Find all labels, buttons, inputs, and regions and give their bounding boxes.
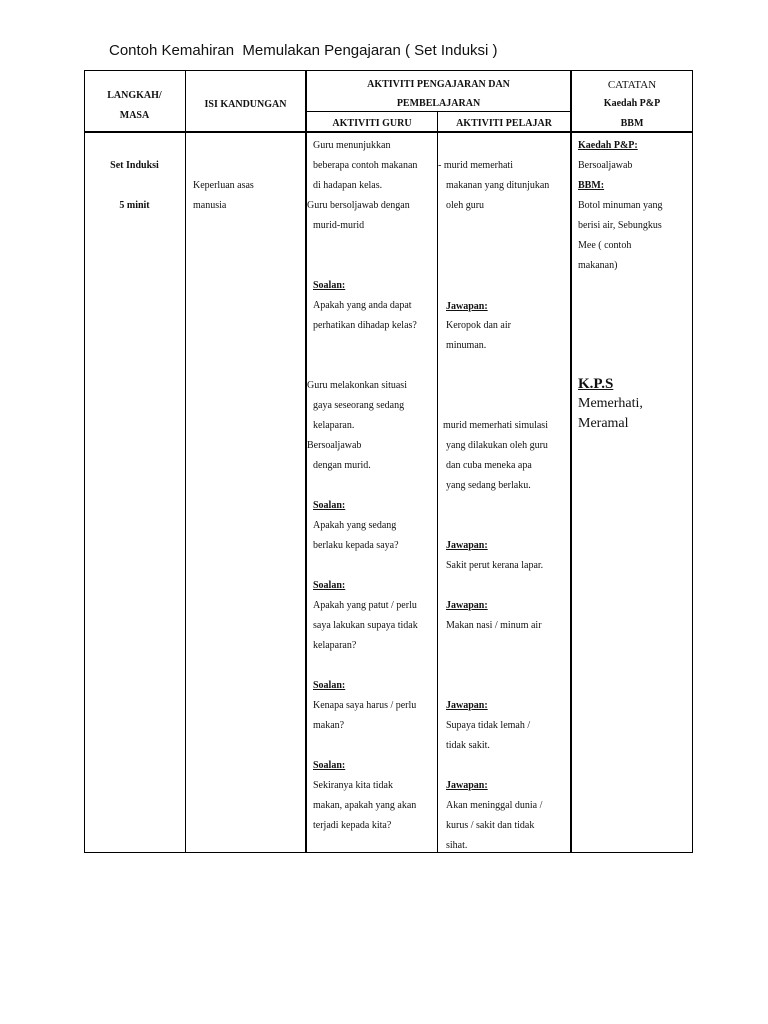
guru-line: Kenapa saya harus / perlu xyxy=(313,700,417,711)
guru-line: beberapa contoh makanan xyxy=(313,160,418,171)
pelajar-jawapan-label: Jawapan: xyxy=(446,600,488,611)
pelajar-line: makanan yang ditunjukan xyxy=(446,180,550,191)
header-divider xyxy=(84,131,693,133)
subheader-divider xyxy=(305,111,571,112)
langkah-time: 5 minit xyxy=(119,200,150,211)
langkah-name: Set Induksi xyxy=(110,160,159,171)
header-kaedah: Kaedah P&P xyxy=(603,98,661,109)
guru-line: murid-murid xyxy=(313,220,365,231)
pelajar-line: kurus / sakit dan tidak xyxy=(446,820,535,831)
catatan-bbm-label: BBM: xyxy=(578,180,605,191)
guru-line: Guru bersoljawab dengan xyxy=(307,200,410,211)
guru-line: Apakah yang sedang xyxy=(313,520,397,531)
pelajar-line: minuman. xyxy=(446,340,487,351)
col-divider-4 xyxy=(570,70,572,853)
guru-line: Apakah yang anda dapat xyxy=(313,300,412,311)
kps-item: Memerhati, xyxy=(578,396,643,411)
guru-line: kelaparan? xyxy=(313,640,357,651)
table-border-top xyxy=(84,70,693,71)
catatan-kaedah-label: Kaedah P&P: xyxy=(578,140,638,151)
header-langkah: LANGKAH/ xyxy=(107,90,162,101)
lesson-table xyxy=(84,70,693,853)
pelajar-line: dan cuba meneka apa xyxy=(446,460,532,471)
guru-line: gaya seseorang sedang xyxy=(313,400,405,411)
guru-soalan-label: Soalan: xyxy=(313,500,346,511)
header-aktiviti-pelajar: AKTIVITI PELAJAR xyxy=(456,118,552,129)
isi-line: manusia xyxy=(193,200,227,211)
guru-line: terjadi kepada kita? xyxy=(313,820,392,831)
guru-line: berlaku kepada saya? xyxy=(313,540,399,551)
header-masa: MASA xyxy=(119,110,150,121)
guru-line: kelaparan. xyxy=(313,420,355,431)
guru-soalan-label: Soalan: xyxy=(313,580,346,591)
col-divider-2 xyxy=(305,70,307,853)
guru-line: saya lakukan supaya tidak xyxy=(313,620,418,631)
guru-line: perhatikan dihadap kelas? xyxy=(313,320,417,331)
col-divider-3 xyxy=(437,111,438,853)
pelajar-line: sihat. xyxy=(446,840,468,851)
kps-item: Meramal xyxy=(578,416,629,431)
pelajar-line: Sakit perut kerana lapar. xyxy=(446,560,544,571)
catatan-line: Mee ( contoh xyxy=(578,240,632,251)
guru-line: di hadapan kelas. xyxy=(313,180,383,191)
guru-line: Sekiranya kita tidak xyxy=(313,780,393,791)
pelajar-line: oleh guru xyxy=(446,200,485,211)
pelajar-line: yang sedang berlaku. xyxy=(446,480,531,491)
guru-line: Guru menunjukkan xyxy=(313,140,391,151)
pelajar-jawapan-label: Jawapan: xyxy=(446,301,488,312)
col-divider-1 xyxy=(185,70,186,853)
pelajar-line: Akan meninggal dunia / xyxy=(446,800,543,811)
kps-heading: K.P.S xyxy=(578,376,614,392)
header-isi-kandungan: ISI KANDUNGAN xyxy=(204,99,287,110)
pelajar-line: Supaya tidak lemah / xyxy=(446,720,531,731)
pelajar-line: yang dilakukan oleh guru xyxy=(446,440,548,451)
guru-line: Bersoaljawab xyxy=(307,440,362,451)
guru-line: Guru melakonkan situasi xyxy=(307,380,407,391)
table-border-bottom xyxy=(84,852,693,853)
header-aktiviti-line1: AKTIVITI PENGAJARAN DAN xyxy=(367,79,510,90)
catatan-line: Botol minuman yang xyxy=(578,200,663,211)
header-aktiviti-line2: PEMBELAJARAN xyxy=(396,98,481,109)
guru-soalan-label: Soalan: xyxy=(313,760,346,771)
table-border-left xyxy=(84,70,85,853)
header-catatan: CATATAN xyxy=(607,79,657,91)
pelajar-line: tidak sakit. xyxy=(446,740,490,751)
catatan-line: makanan) xyxy=(578,260,618,271)
catatan-line: berisi air, Sebungkus xyxy=(578,220,662,231)
page-title: Contoh Kemahiran Memulakan Pengajaran ( Set Induksi ) xyxy=(109,42,498,59)
pelajar-jawapan-label: Jawapan: xyxy=(446,700,488,711)
guru-soalan-label: Soalan: xyxy=(313,280,346,291)
pelajar-jawapan-label: Jawapan: xyxy=(446,540,488,551)
guru-soalan-label: Soalan: xyxy=(313,680,346,691)
header-bbm: BBM xyxy=(620,118,644,129)
isi-line: Keperluan asas xyxy=(193,180,254,191)
pelajar-line: Keropok dan air xyxy=(446,320,511,331)
header-aktiviti-guru: AKTIVITI GURU xyxy=(332,118,412,129)
guru-line: makan? xyxy=(313,720,345,731)
pelajar-line: Makan nasi / minum air xyxy=(446,620,542,631)
table-border-right xyxy=(692,70,693,853)
catatan-line: Bersoaljawab xyxy=(578,160,633,171)
guru-line: dengan murid. xyxy=(313,460,371,471)
pelajar-jawapan-label: Jawapan: xyxy=(446,780,488,791)
guru-line: Apakah yang patut / perlu xyxy=(313,600,417,611)
pelajar-line: murid memerhati simulasi xyxy=(443,420,548,431)
pelajar-line: - murid memerhati xyxy=(438,160,513,171)
guru-line: makan, apakah yang akan xyxy=(313,800,417,811)
